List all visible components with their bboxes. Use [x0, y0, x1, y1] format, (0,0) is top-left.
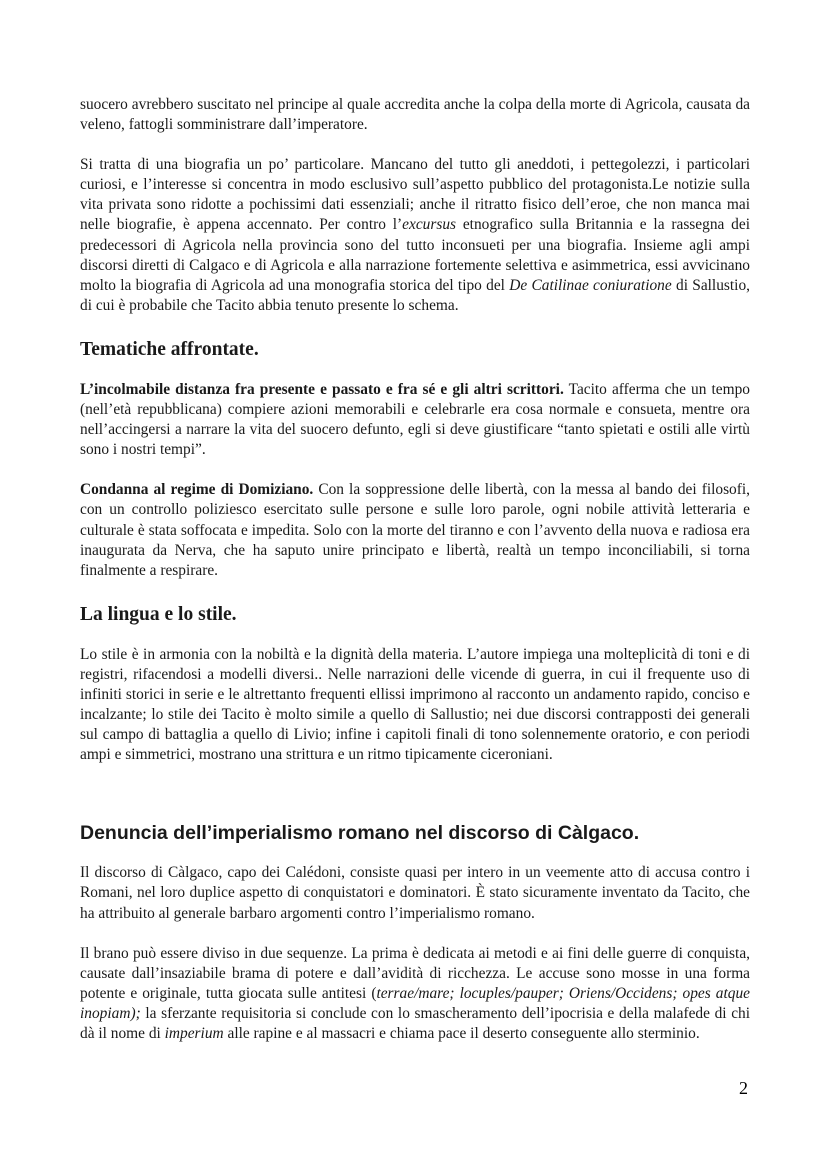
paragraph-biografia-text-b: etnografico sulla Britannia e la rassegna dei predecessori di Agricola nella provincia sono del tutto inconsueti per una biografia. Insieme agli ampi discorsi diretti di Calgaco e di Agricola e alla narrazione fortemente selettiva e asimmetrica, essi avvicinano molto la biografia di Agricola ad una monografia storica del tipo del — [80, 216, 750, 294]
paragraph-biografia-text-a: Si tratta di una biografia un po’ particolare. Mancano del tutto gli aneddoti, i pettegolezzi, i particolari curiosi, e l’interesse si concentra in modo esclusivo sull’aspetto pubblico del protagonista.Le notizie sulla vita privata sono ridotte a pochissimi dati essenziali; anche il ritratto fisico dell’eroe, che non manca mai nelle biografie, è appena accennato. Per contro l’ — [80, 156, 750, 234]
page-number: 2 — [739, 1078, 748, 1098]
paragraph-denuncia-1 — [80, 863, 750, 923]
paragraph-tematiche-1 — [80, 380, 750, 460]
paragraph-denuncia-2-italic-antitesi: terrae/mare; locuples/pauper; Oriens/Occidens; opes atque inopiam); — [80, 984, 750, 1022]
paragraph-tematiche-2-text: Con la soppressione delle libertà, con la messa al bando dei filosofi, con un controllo poliziesco esercitato sulle persone e sulle loro parole, ogni nobile attività letteraria e culturale è stata soffocata e impedita. Solo con la morte del tiranno e con l’avvento della nuova e radiosa era inaugurata da Nerva, che ha saputo unire principato e libertà, realtà un tempo inconciliabili, si torna finalmente a respirare. — [80, 481, 750, 579]
paragraph-intro-text: suocero avrebbero suscitato nel principe al quale accredita anche la colpa della morte di Agricola, causata da veleno, fattogli somministrare dall’imperatore. — [80, 96, 750, 134]
paragraph-biografia — [80, 155, 750, 316]
paragraph-tematiche-1-text: Tacito afferma che un tempo (nell’età repubblicana) compiere azioni memorabili e celebrarle era cosa normale e consueta, mentre ora nell’accingersi a narrare la vita del suocero defunto, egli si deve giustificare “tanto spietati e ostili alle virtù sono i nostri tempi”. — [80, 380, 750, 459]
paragraph-tematiche-1-bold: L’incolmabile distanza fra presente e passato e fra sé e gli altri scrittori. — [80, 380, 564, 398]
heading-tematiche: Tematiche affrontate. — [80, 338, 259, 360]
heading-denuncia: Denuncia dell’imperialismo romano nel discorso di Càlgaco. — [80, 822, 640, 845]
paragraph-biografia-text-c: di Sallustio, di cui è probabile che Tacito abbia tenuto presente lo schema. — [80, 276, 750, 314]
paragraph-biografia-italic-excursus: excursus — [402, 216, 457, 234]
paragraph-denuncia-2-text-b: la sferzante requisitoria si conclude con lo smascheramento dell’ipocrisia e della malafede di chi dà il nome di — [80, 1004, 750, 1042]
paragraph-denuncia-2 — [80, 944, 750, 1044]
paragraph-biografia-italic-title: De Catilinae coniuratione — [509, 276, 672, 294]
paragraph-denuncia-2-italic-imperium: imperium — [164, 1025, 224, 1042]
paragraph-denuncia-2-text-a: Il brano può essere diviso in due sequenze. La prima è dedicata ai metodi e ai fini delle guerre di conquista, causate dall’insaziabile brama di potere e dall’avidità di ricchezza. Le accuse sono mosse in una forma potente e originale, tutta giocata sulle antitesi ( — [80, 944, 750, 1002]
paragraph-denuncia-1-text: Il discorso di Càlgaco, capo dei Calédoni, consiste quasi per intero in un veemente atto di accusa contro i Romani, nel loro duplice aspetto di conquistatori e dominatori. È stato sicuramente inventato da Tacito, che ha attribuito al generale barbaro argomenti contro l’imperialismo romano. — [80, 864, 750, 922]
paragraph-tematiche-2 — [80, 480, 750, 580]
paragraph-lingua-text: Lo stile è in armonia con la nobiltà e la dignità della materia. L’autore impiega una molteplicità di toni e di registri, rifacendosi a modelli diversi.. Nelle narrazioni delle vicende di guerra, in cui il frequente uso di infiniti storici in serie e le altrettanto frequenti ellissi imprimono al racconto un andamento rapido, conciso e incalzante; lo stile dei Tacito è molto simile a quello di Sallustio; nei due discorsi contrapposti dei generali sul campo di battaglia a quello di Livio; infine i capitoli finali di tono solennemente oratorio, e con periodi ampi e simmetrici, mostrano una strittura e un ritmo tipicamente ciceroniani. — [80, 645, 750, 764]
document-page — [80, 95, 750, 1044]
paragraph-tematiche-2-bold: Condanna al regime di Domiziano. — [80, 481, 314, 499]
paragraph-denuncia-2-text-c: alle rapine e al massacri e chiama pace il deserto conseguente allo sterminio. — [223, 1025, 700, 1042]
heading-lingua: La lingua e lo stile. — [80, 603, 237, 625]
paragraph-lingua — [80, 645, 750, 766]
paragraph-intro — [80, 95, 750, 135]
